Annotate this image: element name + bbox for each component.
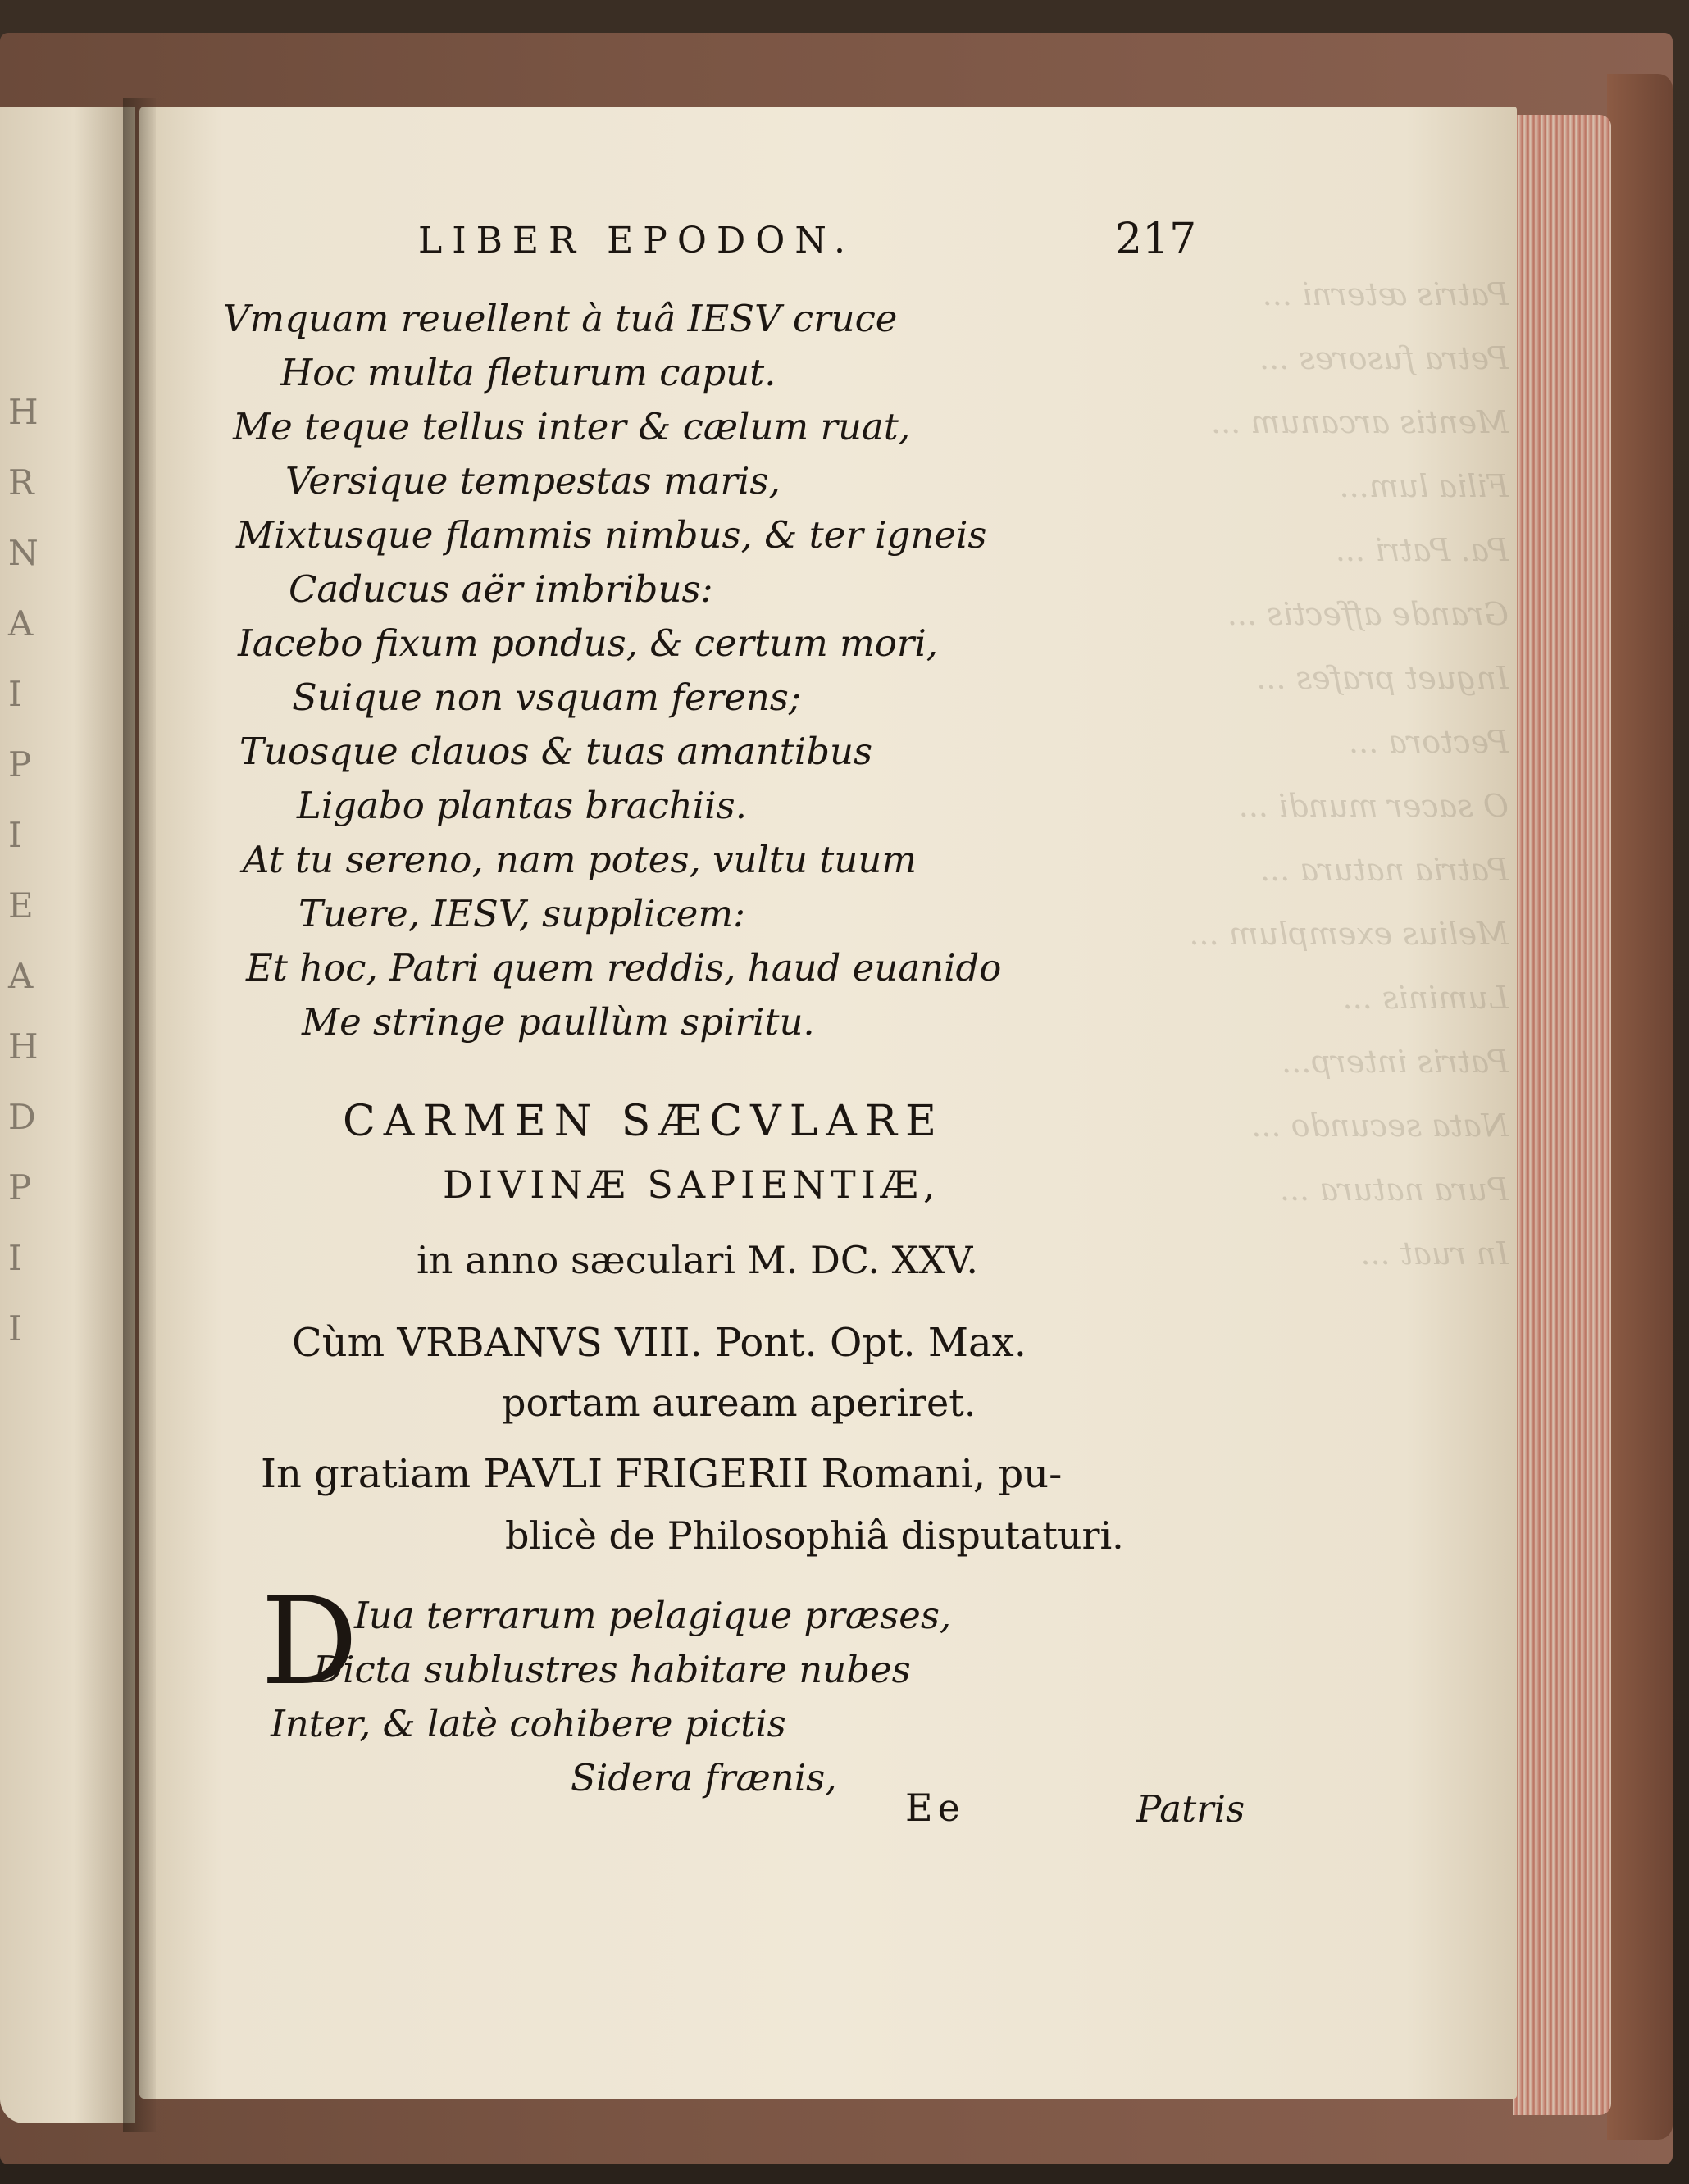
drop-cap: D	[261, 1571, 358, 1712]
carmen-title: CARMEN SÆCVLARE	[343, 1097, 945, 1146]
left-fragment: P	[8, 744, 32, 785]
verse-line: Me stringe paullùm spiritu.	[302, 1000, 815, 1044]
verse-line: Versique tempestas maris,	[285, 459, 781, 503]
left-fragment: I	[8, 674, 22, 714]
left-fragment: H	[8, 392, 39, 432]
title-occasion-line: Cùm VRBANVS VIII. Pont. Opt. Max.	[292, 1320, 1027, 1366]
left-fragment: A	[8, 603, 34, 644]
verse-line: Dicta sublustres habitare nubes	[313, 1648, 911, 1691]
verse-line: Caducus aër imbribus:	[289, 567, 713, 611]
page-number: 217	[1115, 215, 1197, 264]
verse-line: Inter, & latè cohibere pictis	[271, 1702, 786, 1745]
left-fragment: P	[8, 1167, 32, 1208]
left-fragment: I	[8, 815, 22, 855]
verse-line: Vmquam reuellent à tuâ IESV cruce	[223, 297, 898, 340]
title-occasion-line: portam auream aperiret.	[502, 1381, 977, 1425]
verse-line: Tuosque clauos & tuas amantibus	[239, 730, 873, 773]
title-date-line: in anno sæculari M. DC. XXV.	[417, 1238, 978, 1282]
left-fragment: R	[8, 462, 34, 503]
catchword: Patris	[1136, 1787, 1245, 1831]
verse-line: At tu sereno, nam potes, vultu tuum	[243, 838, 917, 881]
verse-line: Suique non vsquam ferens;	[292, 676, 802, 719]
left-fragment: N	[8, 533, 39, 573]
signature-mark: Ee	[905, 1786, 965, 1830]
left-fragment: D	[8, 1097, 36, 1137]
title-dedication-line: blicè de Philosophiâ disputaturi.	[505, 1513, 1124, 1558]
left-fragment: H	[8, 1026, 39, 1067]
verse-line: Hoc multa fleturum caput.	[280, 351, 776, 394]
verse-line: Me teque tellus inter & cælum ruat,	[233, 405, 911, 448]
running-title: LIBER EPODON.	[418, 220, 855, 262]
verse-line: Et hoc, Patri quem reddis, haud euanido	[246, 946, 1002, 990]
verse-line: Mixtusque flammis nimbus, & ter igneis	[236, 513, 987, 557]
show-through-text: Patris æterni ... Petra fusores ... Mentis arcanum ... Filia lum... Pa. Patri ... Grande affectis ... Inguet prafes ... Pectora ... O sacer mundi ... Patria natura ... Melius exemplum ... Luminis ... Patris interp... Nata secundo ... Pura natura ... In ruat ...	[1189, 276, 1509, 1272]
verse-line: Tuere, IESV, supplicem:	[298, 892, 746, 935]
left-fragment: I	[8, 1238, 22, 1278]
left-fragment: A	[8, 956, 34, 996]
left-fragment: E	[8, 885, 34, 926]
verse-line: Sidera frænis,	[571, 1756, 837, 1800]
title-dedication-line: In gratiam PAVLI FRIGERII Romani, pu-	[261, 1451, 1063, 1497]
verse-line: Iua terrarum pelagique præses,	[354, 1594, 952, 1637]
carmen-subtitle: DIVINÆ SAPIENTIÆ,	[443, 1163, 940, 1207]
verse-line: Ligabo plantas brachiis.	[297, 784, 747, 827]
verse-line: Iacebo fixum pondus, & certum mori,	[238, 621, 939, 665]
left-fragment: I	[8, 1308, 22, 1349]
